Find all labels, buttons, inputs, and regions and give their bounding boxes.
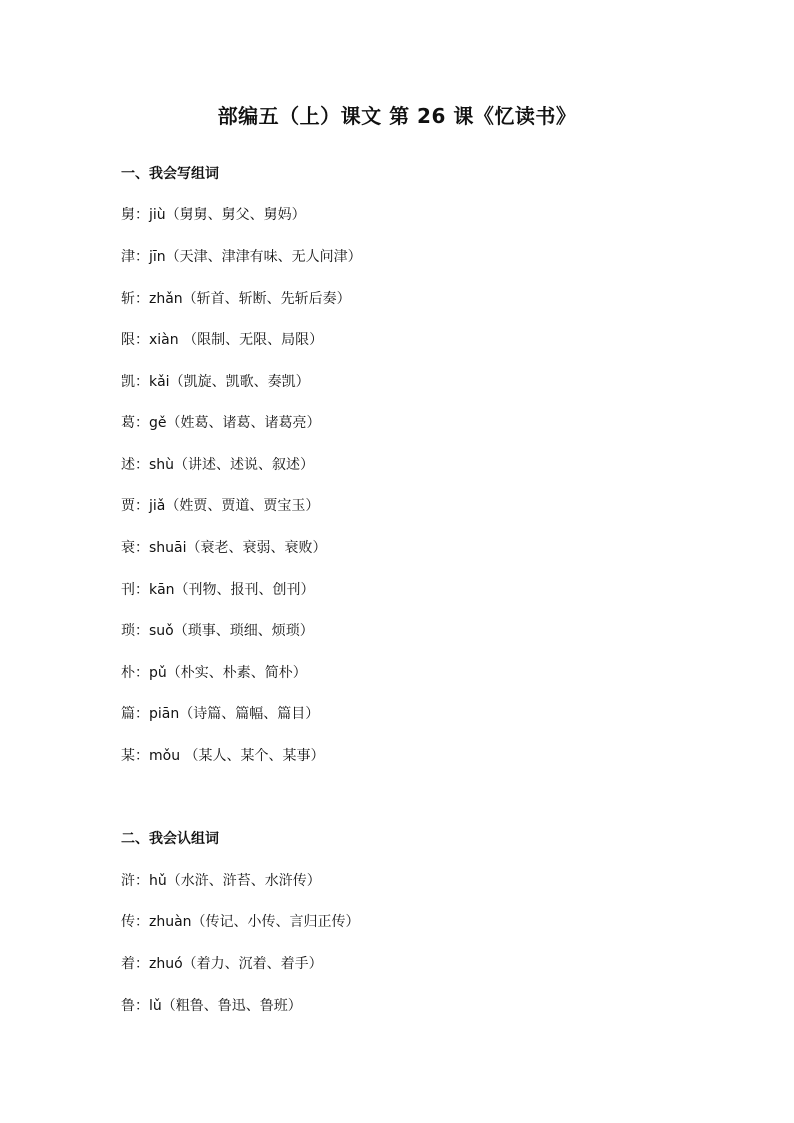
word-entry: 贾：jiǎ（姓贾、贾道、贾宝玉） [121, 498, 320, 514]
word-entry: 某：mǒu （某人、某个、某事） [121, 748, 325, 764]
word-entry: 舅：jiù（舅舅、舅父、舅妈） [121, 207, 306, 223]
section-heading-write: 一、我会写组词 [121, 166, 219, 182]
word-entry: 津：jīn（天津、津津有味、无人问津） [121, 249, 362, 265]
word-entry: 述：shù（讲述、述说、叙述） [121, 457, 315, 473]
page-title: 部编五（上）课文 第 26 课《忆读书》 [217, 104, 577, 128]
word-entry: 鲁：lǔ（粗鲁、鲁迅、鲁班） [121, 998, 302, 1014]
word-entry: 衰：shuāi（衰老、衰弱、衰败） [121, 540, 327, 556]
word-entry: 限：xiàn （限制、无限、局限） [121, 332, 324, 348]
word-entry: 琐：suǒ（琐事、琐细、烦琐） [121, 623, 314, 639]
word-entry: 着：zhuó（着力、沉着、着手） [121, 956, 323, 972]
word-entry: 传：zhuàn（传记、小传、言归正传） [121, 914, 360, 930]
word-entry: 刊：kān（刊物、报刊、创刊） [121, 582, 315, 598]
word-entry: 篇：piān（诗篇、篇幅、篇目） [121, 706, 320, 722]
word-entry: 葛：gě（姓葛、诸葛、诸葛亮） [121, 415, 321, 431]
word-entry: 朴：pǔ（朴实、朴素、简朴） [121, 665, 307, 681]
word-entry: 斩：zhǎn（斩首、斩断、先斩后奏） [121, 291, 351, 307]
word-entry: 浒：hǔ（水浒、浒苔、水浒传） [121, 873, 321, 889]
section-heading-recognize: 二、我会认组词 [121, 831, 219, 847]
word-entry: 凯：kǎi（凯旋、凯歌、奏凯） [121, 374, 310, 390]
